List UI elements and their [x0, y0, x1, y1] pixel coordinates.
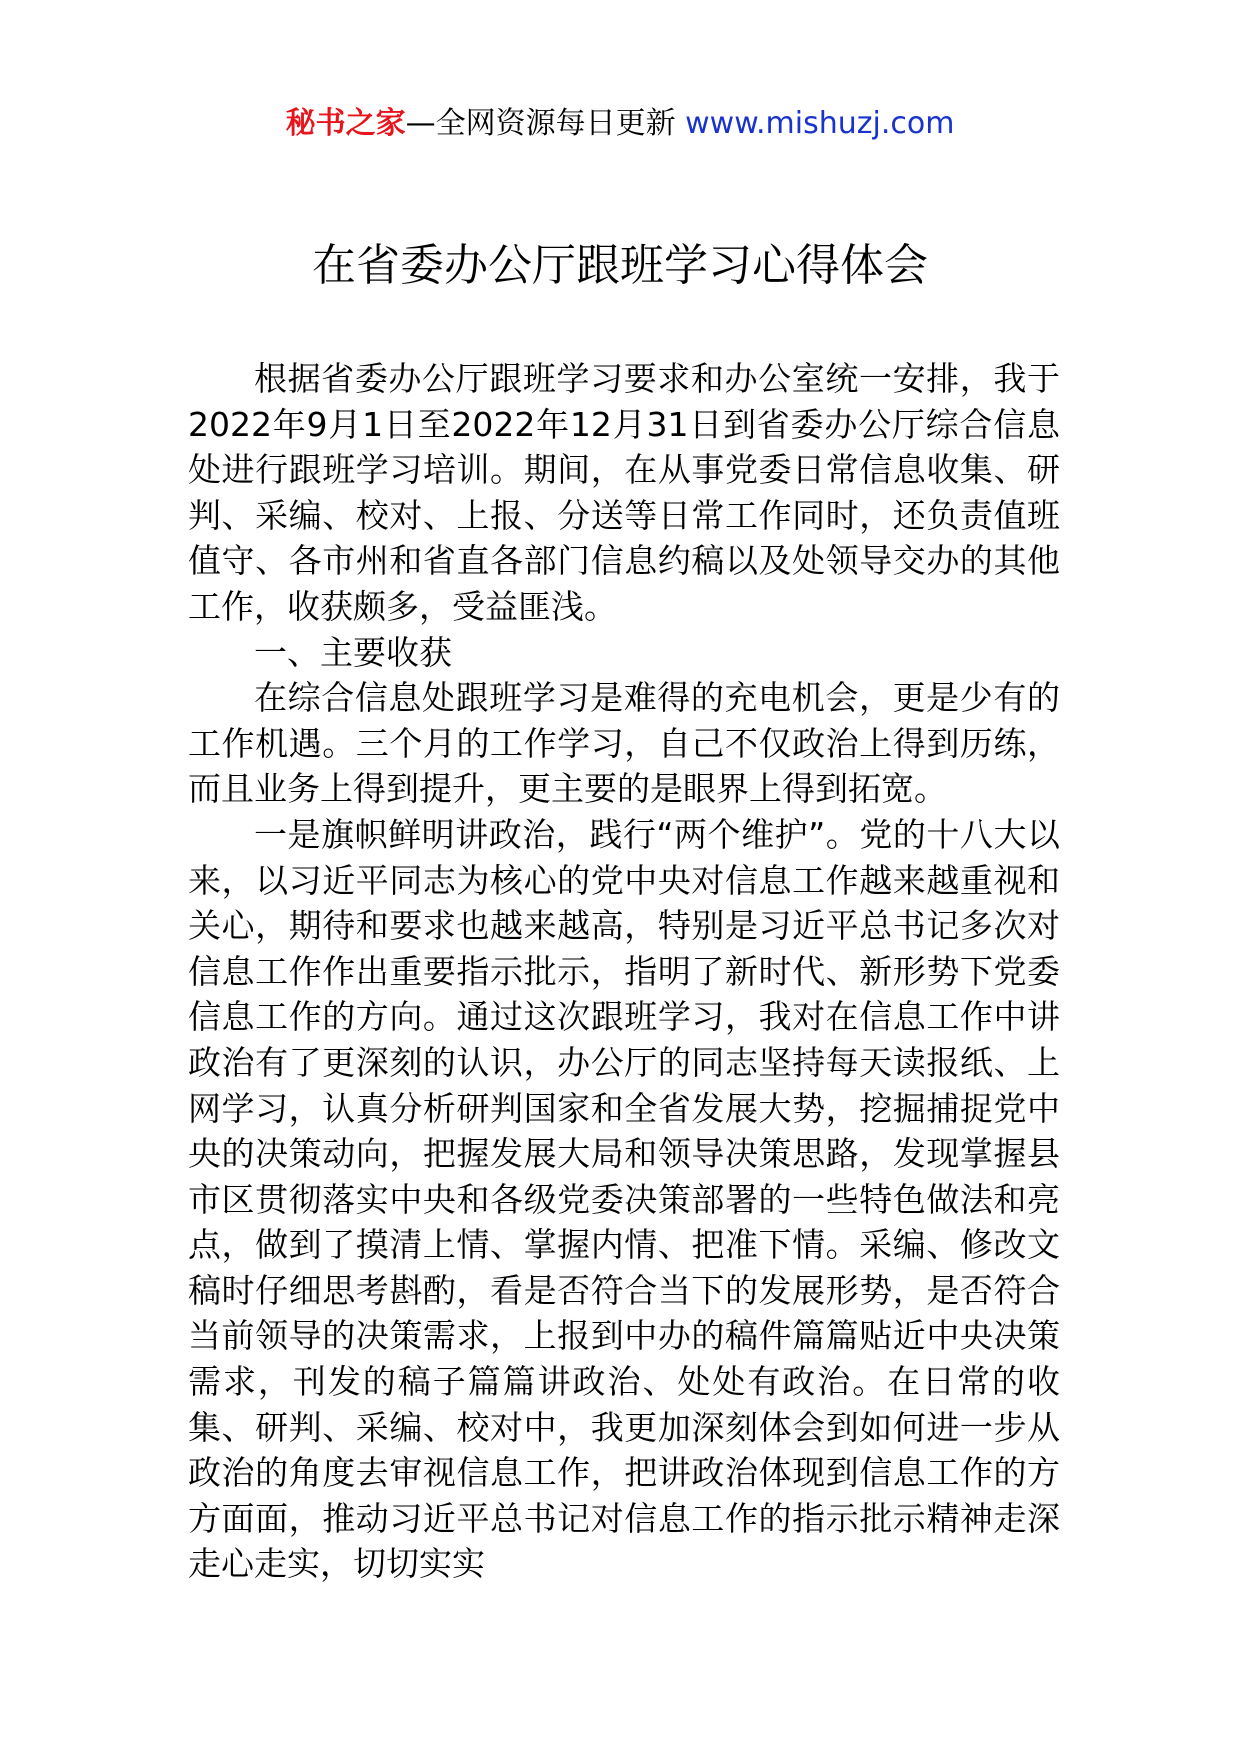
- document-title: 在省委办公厅跟班学习心得体会: [312, 240, 928, 291]
- paragraph-overview: 在综合信息处跟班学习是难得的充电机会，更是少有的工作机遇。三个月的工作学习，自己不仅政治上得到历练，而且业务上得到提升，更主要的是眼界上得到拓宽。: [188, 678, 1060, 809]
- site-tagline: —全网资源每日更新: [405, 106, 686, 141]
- site-brand: 秘书之家: [285, 106, 406, 141]
- paragraph-intro: 根据省委办公厅跟班学习要求和办公室统一安排，我于2022年9月1日至2022年12月31日到省委办公厅综合信息处进行跟班学习培训。期间，在从事党委日常信息收集、研判、采编、校对、上报、分送等日常工作同时，还负责值班值守、各市州和省直各部门信息约稿以及处领导交办的其他工作，收获颇多，受益匪浅。: [188, 359, 1060, 626]
- document-body: [188, 356, 1060, 1587]
- site-banner: [0, 104, 1240, 144]
- section-heading: 一、主要收获: [254, 632, 452, 672]
- paragraph-politics: 一是旗帜鲜明讲政治，践行“两个维护”。党的十八大以来，以习近平同志为核心的党中央对信息工作越来越重视和关心，期待和要求也越来越高，特别是习近平总书记多次对信息工作作出重要指示批示，指明了新时代、新形势下党委信息工作的方向。通过这次跟班学习，我对在信息工作中讲政治有了更深刻的认识，办公厅的同志坚持每天读报纸、上网学习，认真分析研判国家和全省发展大势，挖掘捕捉党中央的决策动向，把握发展大局和领导决策思路，发现掌握县市区贯彻落实中央和各级党委决策部署的一些特色做法和亮点，做到了摸清上情、掌握内情、把准下情。采编、修改文稿时仔细思考斟酌，看是否符合当下的发展形势，是否符合当前领导的决策需求，上报到中办的稿件篇篇贴近中央决策需求，刊发的稿子篇篇讲政治、处处有政治。在日常的收集、研判、采编、校对中，我更加深刻体会到如何进一步从政治的角度去审视信息工作，把讲政治体现到信息工作的方方面面，推动习近平总书记对信息工作的指示批示精神走深走心走实，切切实实: [188, 814, 1060, 1584]
- site-url-link[interactable]: www.mishuzj.com: [685, 106, 955, 141]
